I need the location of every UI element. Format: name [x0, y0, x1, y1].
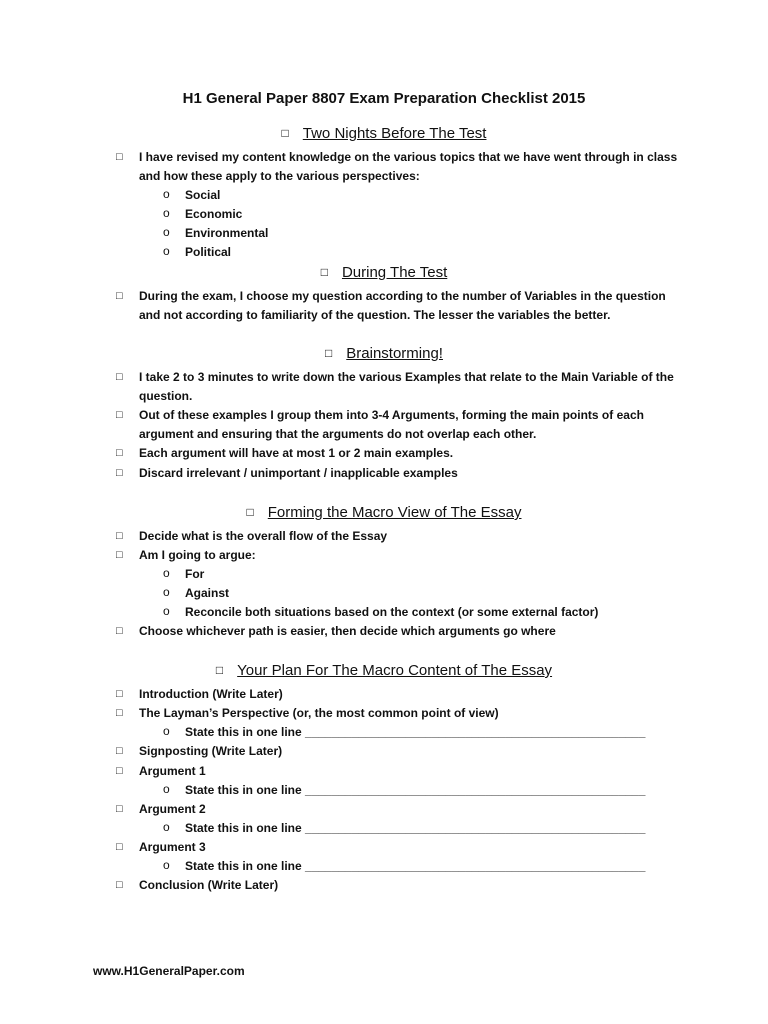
checkbox-icon[interactable]: □ — [116, 879, 123, 891]
bullet-icon: o — [163, 604, 170, 618]
checkbox-icon[interactable]: □ — [325, 346, 333, 360]
checkbox-icon[interactable]: □ — [116, 688, 123, 700]
checkbox-icon[interactable]: □ — [281, 126, 289, 140]
checkbox-icon[interactable]: □ — [116, 803, 123, 815]
checkbox-icon[interactable]: □ — [116, 745, 123, 757]
section-heading-brainstorming: □ Brainstorming! — [325, 345, 443, 362]
bullet-icon: o — [163, 724, 170, 738]
bullet-icon: o — [163, 206, 170, 220]
section-heading-macro-content: □ Your Plan For The Macro Content of The Essay — [215, 662, 553, 679]
checkbox-icon[interactable]: □ — [116, 841, 123, 853]
checkbox-icon[interactable]: □ — [116, 447, 123, 459]
checkbox-icon[interactable]: □ — [215, 663, 224, 677]
bullet-icon: o — [163, 858, 170, 872]
page-title: H1 General Paper 8807 Exam Preparation Checklist 2015 — [182, 90, 586, 107]
bullet-icon: o — [163, 244, 170, 258]
checkbox-icon[interactable]: □ — [116, 765, 123, 777]
bullet-icon: o — [163, 585, 170, 599]
checkbox-icon[interactable]: □ — [116, 707, 123, 719]
bullet-icon: o — [163, 566, 170, 580]
footer-url[interactable]: www.H1GeneralPaper.com — [93, 964, 245, 978]
section-heading-during-test: □ During The Test — [320, 264, 448, 281]
bullet-icon: o — [163, 820, 170, 834]
checkbox-icon[interactable]: □ — [116, 371, 123, 383]
checkbox-icon[interactable]: □ — [116, 467, 123, 479]
bullet-icon: o — [163, 782, 170, 796]
checkbox-icon[interactable]: □ — [116, 625, 123, 637]
checkbox-icon[interactable]: □ — [116, 409, 123, 421]
checkbox-icon[interactable]: □ — [116, 549, 123, 561]
checkbox-icon[interactable]: □ — [116, 290, 123, 302]
bullet-icon: o — [163, 187, 170, 201]
section-heading-two-nights: □ Two Nights Before The Test — [281, 125, 487, 142]
checkbox-icon[interactable]: □ — [246, 505, 254, 519]
section-heading-macro-view: □ Forming the Macro View of The Essay — [246, 504, 522, 521]
checkbox-icon[interactable]: □ — [116, 151, 123, 163]
bullet-icon: o — [163, 225, 170, 239]
checkbox-icon[interactable]: □ — [320, 265, 328, 279]
checkbox-icon[interactable]: □ — [116, 530, 123, 542]
